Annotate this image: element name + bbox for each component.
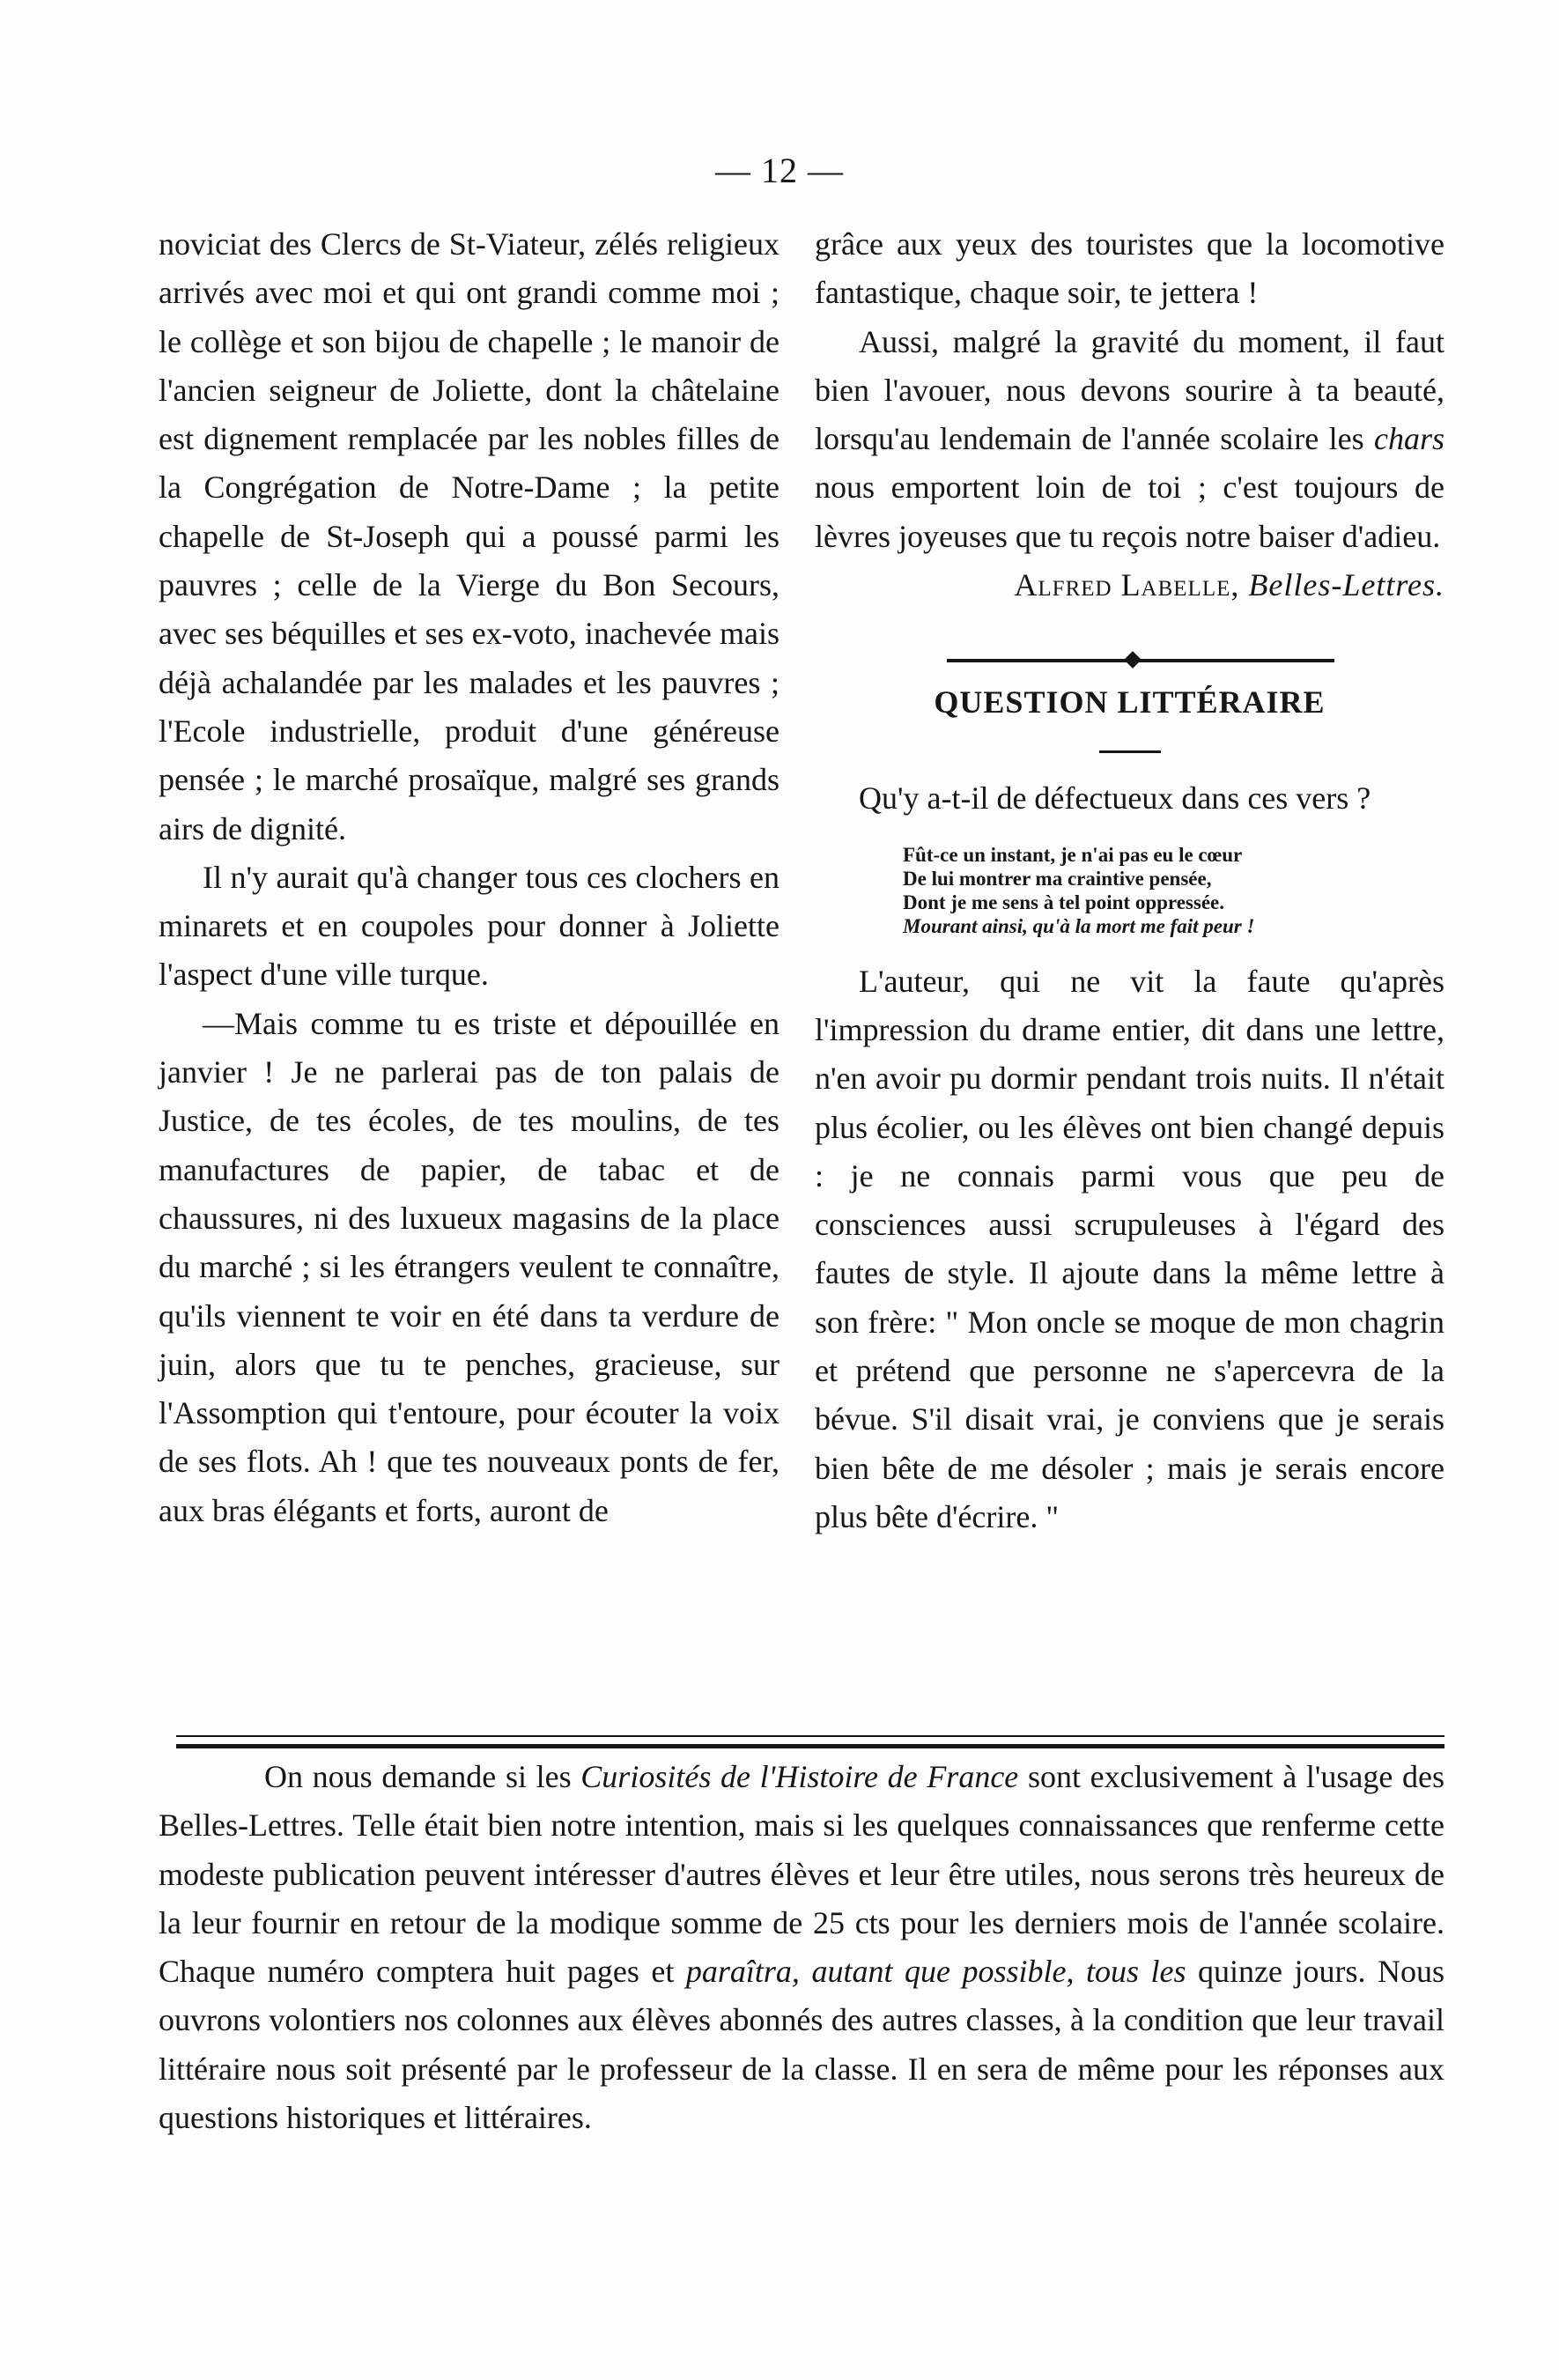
- verse-line: De lui montrer ma craintive pensée,: [903, 867, 1212, 890]
- paragraph: noviciat des Clercs de St-Viateur, zélés religieux arrivés avec moi et qui ont grandi comme moi ; le collège et son bijou de chapelle ; le manoir de l'ancien seigneur de Joliette, dont la châtelaine est dignement remplacée par les nobles filles de la Congrégation de Notre-Dame ; la petite chapelle de St-Joseph qui a poussé parmi les pauvres ; celle de la Vierge du Bon Secours, avec ses béquilles et ses ex-voto, inachevée mais déjà achalandée par les malades et les pauvres ; l'Ecole industrielle, produit d'une généreuse pensée ; le marché prosaïque, malgré ses grands airs de dignité.: [159, 226, 780, 846]
- notice-text: quinze jours. Nous ouvrons volontiers nos colonnes aux élèves abonnés des autres classes, à la condition que leur travail littéraire nous soit présenté par le professeur de la classe. Il en sera de même pour les réponses aux questions historiques et littéraires.: [159, 1954, 1444, 2136]
- paragraph: Il n'y aurait qu'à changer tous ces clochers en minarets et en coupoles pour donner à Joliette l'aspect d'une ville turque.: [159, 859, 780, 993]
- publication-title: Curiosités de l'Histoire de France: [580, 1759, 1019, 1794]
- verse-quote: [903, 843, 1444, 938]
- paragraph: grâce aux yeux des touristes que la locomotive fantastique, chaque soir, te jettera !: [815, 226, 1444, 311]
- verse-line: Fût-ce un instant, je n'ai pas eu le cœur: [903, 843, 1243, 866]
- verse-line: Dont je me sens à tel point oppressée.: [903, 891, 1224, 913]
- emphasis-text: paraîtra, autant que possible, tous les: [685, 1954, 1186, 1990]
- notice-text: sont exclusivement à l'usage des Belles-Lettres. Telle était bien notre intention, mais si les quelques connaissances que renferme cette modeste publication peuvent intéresser d'autres élèves et leur être utiles, nous serons très heureux de la leur fournir en retour de la modique somme de 25 cts pour les derniers mois de l'année scolaire. Chaque numéro comptera huit pages et: [159, 1759, 1444, 1990]
- ornament-diamond: [1124, 651, 1142, 669]
- paragraph-text: Aussi, malgré la gravité du moment, il faut bien l'avouer, nous devons sourire à ta beauté, lorsqu'au lendemain de l'année scolaire les: [815, 323, 1444, 457]
- left-column: [159, 220, 780, 1535]
- section-rule: [176, 1744, 1444, 1748]
- section-rule: [176, 1735, 1444, 1737]
- paragraph: —Mais comme tu es triste et dépouillée en janvier ! Je ne parlerai pas de ton palais de Justice, de tes écoles, de tes moulins, de tes manufactures de papier, de tabac et de chaussures, ni des luxueux magasins de la place du marché ; si les étrangers veulent te connaître, qu'ils viennent te voir en été dans ta verdure de juin, alors que tu te penches, gracieuse, sur l'Assomption qui t'entoure, pour écouter la voix de ses flots. Ah ! que tes nouveaux ponts de fer, aux bras élégants et forts, auront de: [159, 1005, 780, 1528]
- page-number: — 12 —: [715, 151, 844, 190]
- right-column: [815, 220, 1444, 1541]
- paragraph-text: nous emportent loin de toi ; c'est toujours de lèvres joyeuses que tu reçois notre baiser d'adieu.: [815, 469, 1444, 554]
- paragraph: L'auteur, qui ne vit la faute qu'après l'impression du drame entier, dit dans une lettre, n'en avoir pu dormir pendant trois nuits. Il n'était plus écolier, ou les élèves ont bien changé depuis : je ne connais parmi vous que peu de consciences aussi scrupuleuses à l'égard des fautes de style. Il ajoute dans la même lettre à son frère: " Mon oncle se moque de mon chagrin et prétend que personne ne s'apercevra de la bévue. S'il disait vrai, je conviens que je serais bien bête de me désoler ; mais je serais encore plus bête d'écrire. ": [815, 963, 1444, 1534]
- author-name: Alfred Labelle,: [1014, 567, 1240, 603]
- paragraph: [815, 318, 1444, 561]
- author-signature: [815, 561, 1444, 610]
- author-class: Belles-Lettres.: [1248, 567, 1444, 603]
- section-heading: QUESTION LITTÉRAIRE: [934, 684, 1326, 721]
- question-text: Qu'y a-t-il de défectueux dans ces vers ?: [859, 780, 1371, 817]
- verse-line: Mourant ainsi, qu'à la mort me fait peur !: [903, 914, 1255, 937]
- notice-paragraph: [159, 1753, 1444, 2142]
- notice-text: On nous demande si les: [264, 1759, 581, 1794]
- emphasis-text: chars: [1374, 421, 1444, 457]
- heading-rule: [1099, 750, 1161, 753]
- ornament-divider: [815, 627, 1444, 680]
